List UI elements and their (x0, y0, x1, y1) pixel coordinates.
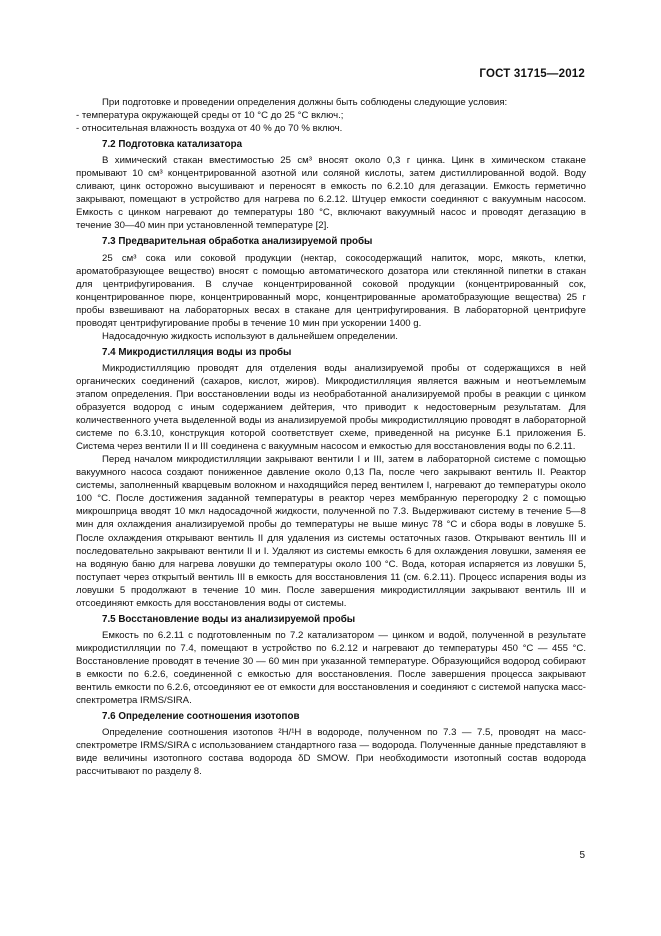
paragraph: Микродистилляцию проводят для отделения воды анализируемой пробы от содержащихся в ней органических соединений (сахаров, кислот, жиров). Микродистилляция является важным и неотъемлемым этапом определения. При восстановлении воды из необработанной анализируемой пробы в реакции с цинком образуется водород с иным содержанием дейтерия, что приводит к недостоверным результатам. Для количественного учета выделенной воды из анализируемой пробы микродистилляцию проводят в лабораторной системе по 6.3.10, конструкция которой соответствует схеме, приведенной на рисунке Б.1 приложения Б. Система через вентили II и III соединена с вакуумным насосом и емкостью для восстановления воды по 6.2.11. (76, 362, 586, 453)
paragraph: Перед началом микродистилляции закрывают вентили I и III, затем в лабораторной системе с помощью вакуумного насоса создают пониженное давление около 0,13 Па, после чего закрывают вентиль II. Реактор системы, заполненный кварцевым волокном и находящийся перед вентилем I, нагревают до температуры около 100 °С. После достижения заданной температуры в реактор через мембранную перегородку 2 с помощью микрошприца вводят 10 мкл надосадочной жидкости, полученной по 7.3. Выдерживают систему в течение 5—8 мин для охлаждения анализируемой пробы до температуры не выше минус 78 °С и сбора воды в ловушке 5. После охлаждения открывают вентиль II для удаления из системы остаточных газов. Открывают вентиль III и последовательно закрывают вентили II и I. Удаляют из системы емкость 6 для охлаждения ловушки, заменяя ее на водяную баню для нагрева ловушки до температуры около 100 °С. Вода, которая испаряется из ловушки 5, поступает через открытый вентиль III в емкость для восстановления 11 (см. 6.2.11). Процесс испарения воды из ловушки 5 продолжают в течение 10 мин. После завершения микродистилляции закрывают вентиль III и отсоединяют емкость для восстановления воды от системы. (76, 454, 586, 609)
section-heading: 7.5 Восстановление воды из анализируемой пробы (102, 613, 356, 625)
conditions-list (76, 109, 586, 135)
intro-lead: При подготовке и проведении определения должны быть соблюдены следующие условия: (102, 97, 508, 108)
list-item: - температура окружающей среды от 10 °С до 25 °С включ.; (76, 110, 344, 122)
list-item: - относительная влажность воздуха от 40 % до 70 % включ. (76, 123, 343, 135)
page-number: 5 (579, 850, 585, 861)
section-heading: 7.4 Микродистилляция воды из пробы (102, 346, 292, 358)
paragraph: Надосадочную жидкость используют в дальнейшем определении. (102, 330, 398, 342)
paragraph: Емкость по 6.2.11 с подготовленным по 7.2 катализатором — цинком и водой, полученной в результате микродистилляции по 7.4, помещают в устройство по 6.2.12 и нагревают до температуры 450 °С — 455 °С. Восстановление проводят в течение 30 — 60 мин при указанной температуре. Образующийся водород собирают в емкости по 6.2.6, соединенной с емкостью для восстановления. После завершения процесса закрывают вентиль емкости по 6.2.6, отсоединяют ее от емкости для восстановления и соединяют с системой напуска масс-спектрометра IRMS/SIRA. (76, 629, 586, 707)
document-body (76, 96, 586, 778)
paragraph: В химический стакан вместимостью 25 см³ вносят около 0,3 г цинка. Цинк в химическом стакане промывают 10 см³ концентрированной азотной или соляной кислоты, затем дистиллированной водой. Воду сливают, цинк осторожно высушивают и переносят в емкость по 6.2.10 для дегазации. Емкость герметично закрывают, помещают в устройство для нагрева по 6.2.12. Штуцер емкости соединяют с вакуумным насосом. Емкость с цинком нагревают до температуры 180 °С, включают вакуумный насос и проводят дегазацию в течение 30—40 мин при установленной температуре [2]. (76, 155, 586, 232)
paragraph: 25 см³ сока или соковой продукции (нектар, сокосодержащий напиток, морс, мякоть, клетки, ароматобразующее вещество) вносят с помощью автоматического дозатора или стеклянной пипетки в стакан для центрифугирования. В случае концентрированной соковой продукции (концентрированный сок, концентрированное пюре, концентрированный морс, концентрированные ароматобразующие вещества) 25 г пробы взвешивают на лабораторных весах в стакане для центрифугирования. В лабораторной центрифуге проводят центрифугирование пробы в течение 10 мин при ускорении 1400 g. (76, 252, 586, 329)
section-heading: 7.3 Предварительная обработка анализируемой пробы (102, 236, 373, 248)
section-heading: 7.2 Подготовка катализатора (102, 139, 243, 151)
paragraph: Определение соотношения изотопов ²H/¹H в водороде, полученном по 7.3 — 7.5, проводят на масс-спектрометре IRMS/SIRA с использованием стандартного газа — водорода. Полученные данные представляют в виде величины изотопного состава водорода δD SMOW. При необходимости изотопный состав водорода рассчитывают по разделу 8. (76, 727, 586, 778)
document-header: ГОСТ 31715—2012 (479, 68, 585, 80)
section-heading: 7.6 Определение соотношения изотопов (102, 711, 300, 723)
